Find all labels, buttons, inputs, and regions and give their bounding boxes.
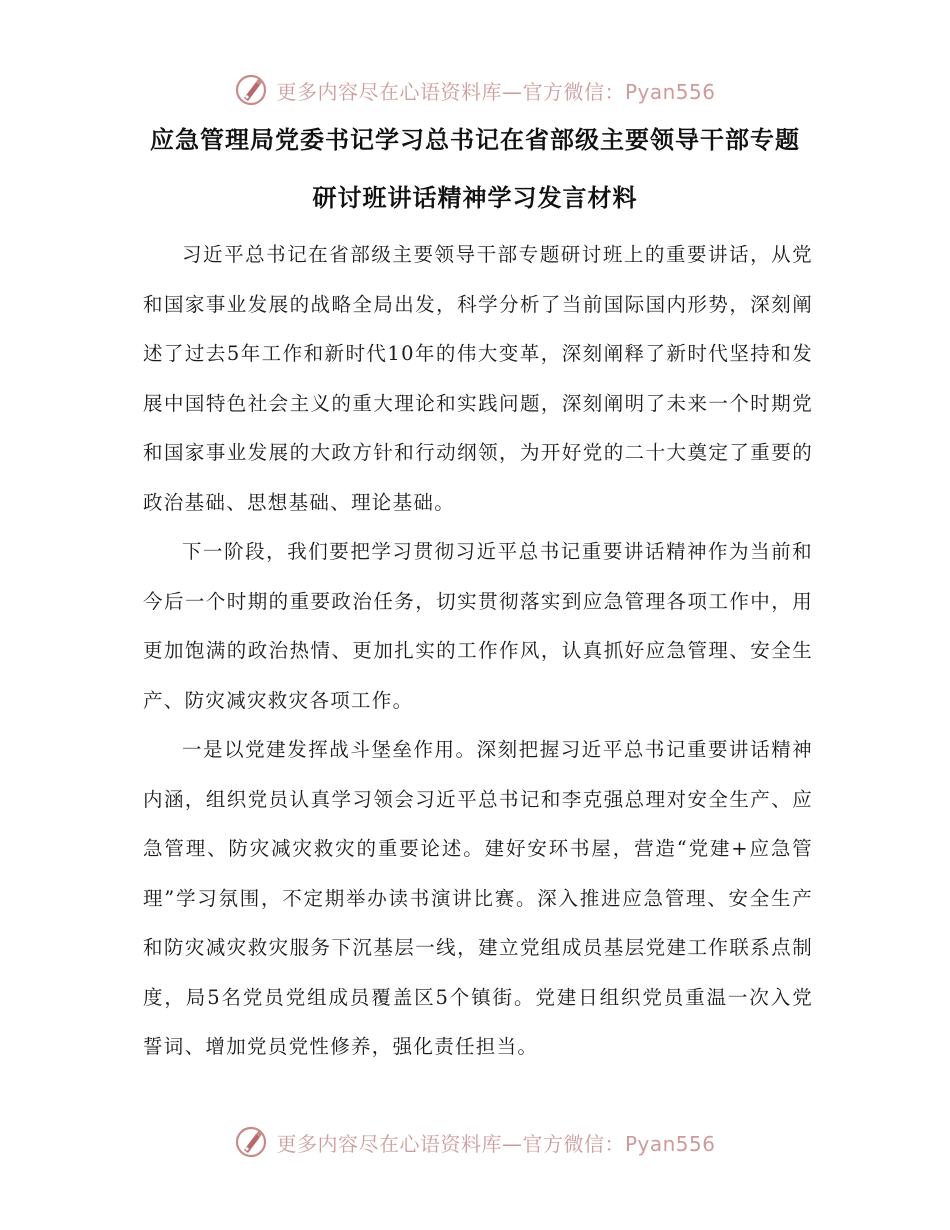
- paragraph: 习近平总书记在省部级主要领导干部专题研讨班上的重要讲话，从党和国家事业发展的战略全局出发，科学分析了当前国际国内形势，深刻阐述了过去5年工作和新时代10年的伟大变革，深刻阐释了新时代坚持和发展中国特色社会主义的重大理论和实践问题，深刻阐明了未来一个时期党和国家事业发展的大政方针和行动纲领，为开好党的二十大奠定了重要的政治基础、思想基础、理论基础。: [143, 243, 813, 514]
- pen-nib-icon: [234, 1125, 268, 1159]
- header-watermark: [0, 70, 950, 110]
- paragraph: 下一阶段，我们要把学习贯彻习近平总书记重要讲话精神作为当前和今后一个时期的重要政治任务，切实贯彻落实到应急管理各项工作中，用更加饱满的政治热情、更加扎实的工作作风，认真抓好应急管理、安全生产、防灾减灾救灾各项工作。: [143, 540, 813, 712]
- paragraph: 一是以党建发挥战斗堡垒作用。深刻把握习近平总书记重要讲话精神内涵，组织党员认真学习领会习近平总书记和李克强总理对安全生产、应急管理、防灾减灾救灾的重要论述。建好安环书屋，营造“党建+应急管理”学习氛围，不定期举办读书演讲比赛。深入推进应急管理、安全生产和防灾减灾救灾服务下沉基层一线，建立党组成员基层党建工作联系点制度，局5名党员党组成员覆盖区5个镇街。党建日组织党员重温一次入党誓词、增加党员党性修养，强化责任担当。: [143, 738, 813, 1058]
- pen-nib-icon: [234, 73, 268, 107]
- watermark-text: 更多内容尽在心语资料库—官方微信：Pyan556: [276, 1131, 716, 1156]
- footer-watermark: [0, 1122, 950, 1162]
- document-title-line-2: 研讨班讲话精神学习发言材料: [312, 184, 638, 212]
- watermark-text: 更多内容尽在心语资料库—官方微信：Pyan556: [276, 79, 716, 104]
- document-title-line-1: 应急管理局党委书记学习总书记在省部级主要领导干部专题: [150, 126, 800, 154]
- document-body: [143, 230, 813, 1072]
